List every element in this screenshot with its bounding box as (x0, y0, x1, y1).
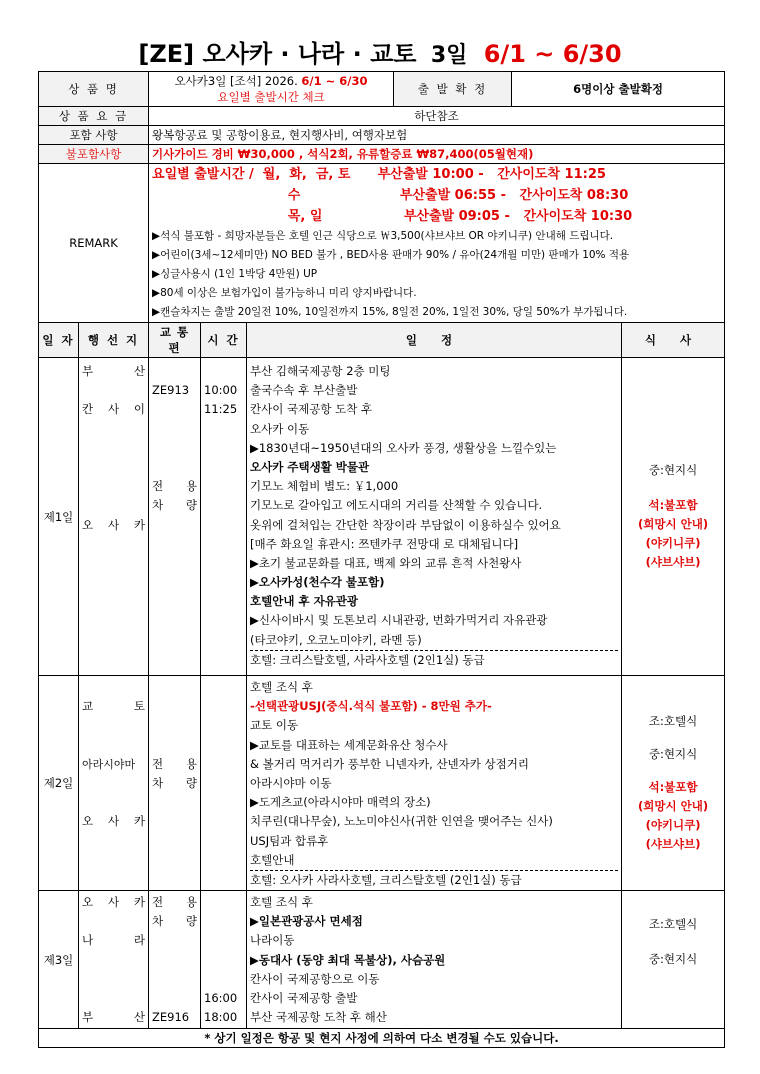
remark-content (149, 164, 725, 323)
transport-text: ZE916 (152, 1010, 190, 1025)
product-name-cell (149, 72, 394, 107)
time-text (204, 912, 243, 931)
header-day: 일 자 (39, 323, 79, 358)
time-text: 10:00 (204, 383, 238, 398)
remark-note: ▶석식 불포함 - 희망자분들은 호텔 인근 식당으로 ￦3,500(샤브샤브 OR 야키니쿠) 안내해 드립니다. (152, 230, 614, 242)
schedule-line: 기모노로 갈아입고 에도시대의 거리를 산책할 수 있습니다. (250, 498, 543, 513)
time-text: 16:00 (204, 991, 238, 1005)
transport-text (152, 678, 197, 697)
transport-text (152, 736, 197, 755)
remark-time-line: 요일별 출발시간 / 월, 화, 금, 토 부산출발 10:00 - 간사이도착 11:25 (152, 167, 606, 182)
title-days: 3일 (430, 43, 468, 68)
title-prefix: [ZE] 오사카 · 나라 · 교토 (138, 40, 417, 68)
place-text (82, 951, 145, 970)
day-row (39, 676, 725, 891)
schedule-line: (타코야키, 오코노미야키, 라멘 등) (250, 632, 422, 647)
schedule-line: & 볼거리 먹거리가 풍부한 니넨자카, 산넨자카 상점거리 (250, 756, 529, 771)
place-text (82, 736, 145, 755)
remark-note: ▶80세 이상은 보험가입이 불가능하니 미리 양지바랍니다. (152, 287, 417, 299)
day-label: 제2일 (39, 676, 79, 891)
exclude-value: 기사가이드 경비 ₩30,000 , 석식2회, 유류할증료 ₩87,400(05월현재) (149, 145, 725, 164)
time-column (201, 676, 247, 891)
place-text (82, 477, 145, 496)
place-text (82, 793, 145, 812)
schedule-line: 호텔 조식 후 (250, 895, 313, 910)
transport-text: 전 용 (152, 895, 198, 910)
place-text: 나 라 (82, 933, 146, 948)
place-text: 교 토 (82, 699, 146, 714)
schedule-line: 기모노 체험비 별도: ￥1,000 (250, 479, 399, 494)
schedule-line: 오사카 주택생활 박물관 (250, 459, 370, 474)
price-value: 하단참조 (149, 107, 725, 126)
remark-note: ▶어린이(3세~12세미만) NO BED 불가 , BED사용 판매가 90% / 유아(24개월 미만) 판매가 10% 적용 (152, 249, 630, 261)
transport-column (149, 358, 201, 676)
departure-label: 출 발 확 정 (394, 72, 512, 107)
meal-column (622, 891, 725, 1029)
transport-text (152, 697, 197, 716)
remark-time-line: 목, 일 부산출발 09:05 - 간사이도착 10:30 (152, 209, 633, 224)
include-value: 왕복항공료 및 공항이용료, 현지행사비, 여행자보험 (149, 126, 725, 145)
day-row (39, 358, 725, 676)
schedule-line: 칸사이 국제공항 출발 (250, 991, 358, 1005)
time-text (204, 951, 243, 970)
remark-label: REMARK (39, 164, 149, 323)
transport-text: 전 용 (152, 479, 198, 494)
place-text: 칸 사 이 (82, 402, 146, 417)
time-text (204, 362, 243, 381)
time-text: 11:25 (204, 402, 238, 417)
place-text (82, 774, 145, 793)
schedule-line: 교토 이동 (250, 718, 299, 733)
place-column (79, 358, 149, 676)
schedule-line: 호텔안내 후 자유관광 (250, 594, 359, 609)
schedule-line: ▶동대사 (동양 최대 목불상), 사슴공원 (250, 952, 446, 967)
schedule-line: 호텔안내 (250, 852, 295, 867)
transport-text: 차 량 (152, 914, 198, 929)
page-title (0, 34, 760, 69)
departure-value: 6명이상 출발확정 (512, 72, 725, 107)
day-row (39, 891, 725, 1029)
header-transport: 교 통 편 (149, 323, 201, 358)
title-period: 6/1 ~ 6/30 (483, 40, 622, 68)
place-text (82, 381, 145, 400)
place-text: 부 산 (82, 1010, 146, 1025)
place-text: 부 산 (82, 364, 146, 378)
header-time: 시 간 (201, 323, 247, 358)
transport-text (152, 931, 197, 950)
transport-text (152, 951, 197, 970)
transport-text (152, 400, 197, 419)
meal-note: (야키니쿠) (645, 818, 701, 833)
schedule-line: ▶오사카성(천수각 불포함) (250, 575, 385, 590)
remark-note: ▶캔슬차지는 출발 20일전 10%, 10일전까지 15%, 8일전 20%, 1일전 30%, 당일 50%가 부가됩니다. (152, 306, 628, 318)
schedule-line: 치쿠린(대나무숲), 노노미야신사(귀한 인연을 맺어주는 신사) (250, 814, 553, 829)
transport-column (149, 891, 201, 1029)
meal-breakfast: 조:호텔식 (648, 714, 698, 729)
schedule-line: ▶교토를 대표하는 세계문화유산 청수사 (250, 737, 448, 752)
transport-text: 차 량 (152, 498, 198, 513)
schedule-line: 부산 국제공항 도착 후 해산 (250, 1010, 387, 1025)
hotel-line: 호텔: 오사카 사라사호텔, 크리스탈호텔 (2인1실) 동급 (250, 870, 618, 890)
transport-text (152, 970, 197, 989)
product-name-text: 오사카3일 [조석] 2026. (174, 74, 298, 88)
schedule-line: ▶1830년대~1950년대의 오사카 풍경, 생활상을 느낄수있는 (250, 440, 557, 455)
schedule-line: 아라시야마 이동 (250, 775, 332, 790)
exclude-label: 불포함사항 (39, 145, 149, 164)
header-place: 행 선 지 (79, 323, 149, 358)
place-text: 오 사 카 (82, 517, 146, 532)
time-column (201, 891, 247, 1029)
place-text (82, 970, 145, 989)
footer-note: * 상기 일정은 항공 및 현지 사정에 의하여 다소 변경될 수도 있습니다. (39, 1029, 725, 1048)
transport-text: ZE913 (152, 383, 190, 398)
day-label: 제3일 (39, 891, 79, 1029)
place-text (82, 439, 145, 458)
transport-text (152, 989, 197, 1008)
header-schedule: 일 정 (247, 323, 622, 358)
product-name-label: 상 품 명 (39, 72, 149, 107)
schedule-line: ▶도게츠교(아라시야마 매력의 장소) (250, 795, 431, 810)
place-text (82, 420, 145, 439)
schedule-line: ▶신사이바시 및 도톤보리 시내관광, 번화가먹거리 자유관광 (250, 613, 548, 628)
day-label: 제1일 (39, 358, 79, 676)
schedule-column (247, 358, 622, 676)
place-text (82, 496, 145, 515)
schedule-line: 칸사이 국제공항으로 이동 (250, 971, 380, 986)
schedule-line: 칸사이 국제공항 도착 후 (250, 402, 373, 417)
place-text (82, 989, 145, 1008)
meal-note: (샤브샤브) (645, 837, 701, 852)
price-label: 상 품 요 금 (39, 107, 149, 126)
product-name-note: 요일별 출발시간 체크 (217, 90, 325, 104)
meal-lunch: 중:현지식 (648, 463, 698, 477)
meal-note: (샤브샤브) (645, 555, 701, 569)
include-label: 포함 사항 (39, 126, 149, 145)
meal-dinner: 석:불포함 (648, 780, 698, 795)
meal-column (622, 358, 725, 676)
place-text (82, 678, 145, 697)
header-meal: 식 사 (622, 323, 725, 358)
place-text: 오 사 카 (82, 895, 146, 910)
meal-lunch: 중:현지식 (648, 952, 698, 967)
schedule-line: 나라이동 (250, 933, 295, 948)
time-text (204, 931, 243, 950)
place-text (82, 912, 145, 931)
schedule-line: ▶초기 불교문화를 대표, 백제 와의 교류 흔적 사천왕사 (250, 555, 522, 570)
schedule-line: [매주 화요일 휴관시: 쯔텐카쿠 전망대 로 대체됩니다] (250, 536, 519, 551)
schedule-line: 옷위에 걸쳐입는 간단한 착장이라 부담없이 이용하실수 있어요 (250, 517, 561, 532)
meal-note: (희망시 안내) (638, 517, 709, 531)
schedule-column (247, 891, 622, 1029)
time-column (201, 358, 247, 676)
remark-time-line: 수 부산출발 06:55 - 간사이도착 08:30 (152, 188, 629, 203)
schedule-line: 오사카 이동 (250, 421, 310, 436)
place-column (79, 891, 149, 1029)
meal-breakfast: 조:호텔식 (648, 917, 698, 932)
place-column (79, 676, 149, 891)
schedule-header (39, 323, 725, 358)
meal-column (622, 676, 725, 891)
schedule-line: 호텔 조식 후 (250, 680, 313, 694)
time-text (204, 893, 243, 912)
hotel-line: 호텔: 크리스탈호텔, 사라사호텔 (2인1실) 동급 (250, 650, 618, 670)
schedule-column (247, 676, 622, 891)
meal-lunch: 중:현지식 (648, 747, 698, 762)
meal-note: (희망시 안내) (638, 799, 709, 814)
transport-text: 전 용 (152, 756, 198, 771)
transport-text (152, 362, 197, 381)
transport-text (152, 716, 197, 735)
transport-column (149, 676, 201, 891)
place-text: 아라시야마 (82, 757, 136, 771)
transport-text: 차 량 (152, 775, 198, 790)
meal-note: (야키니쿠) (645, 536, 701, 550)
remark-note: ▶싱글사용시 (1인 1박당 4만원) UP (152, 268, 318, 280)
meal-dinner: 석:불포함 (648, 498, 698, 512)
schedule-line: 부산 김해국제공항 2층 미팅 (250, 364, 391, 378)
place-text (82, 458, 145, 477)
time-text (204, 970, 243, 989)
schedule-line: 출국수속 후 부산출발 (250, 383, 358, 398)
place-text (82, 716, 145, 735)
place-text: 오 사 카 (82, 814, 146, 829)
product-name-period: 6/1 ~ 6/30 (301, 74, 368, 88)
transport-text (152, 458, 197, 477)
schedule-line: USJ팀과 합류후 (250, 833, 329, 848)
itinerary-table (38, 71, 725, 1048)
schedule-line: ▶일본관광공사 면세점 (250, 914, 363, 929)
transport-text (152, 439, 197, 458)
time-text: 18:00 (204, 1010, 238, 1025)
schedule-line: -선택관광USJ(중식.석식 불포함) - 8만원 추가- (250, 699, 492, 714)
transport-text (152, 420, 197, 439)
